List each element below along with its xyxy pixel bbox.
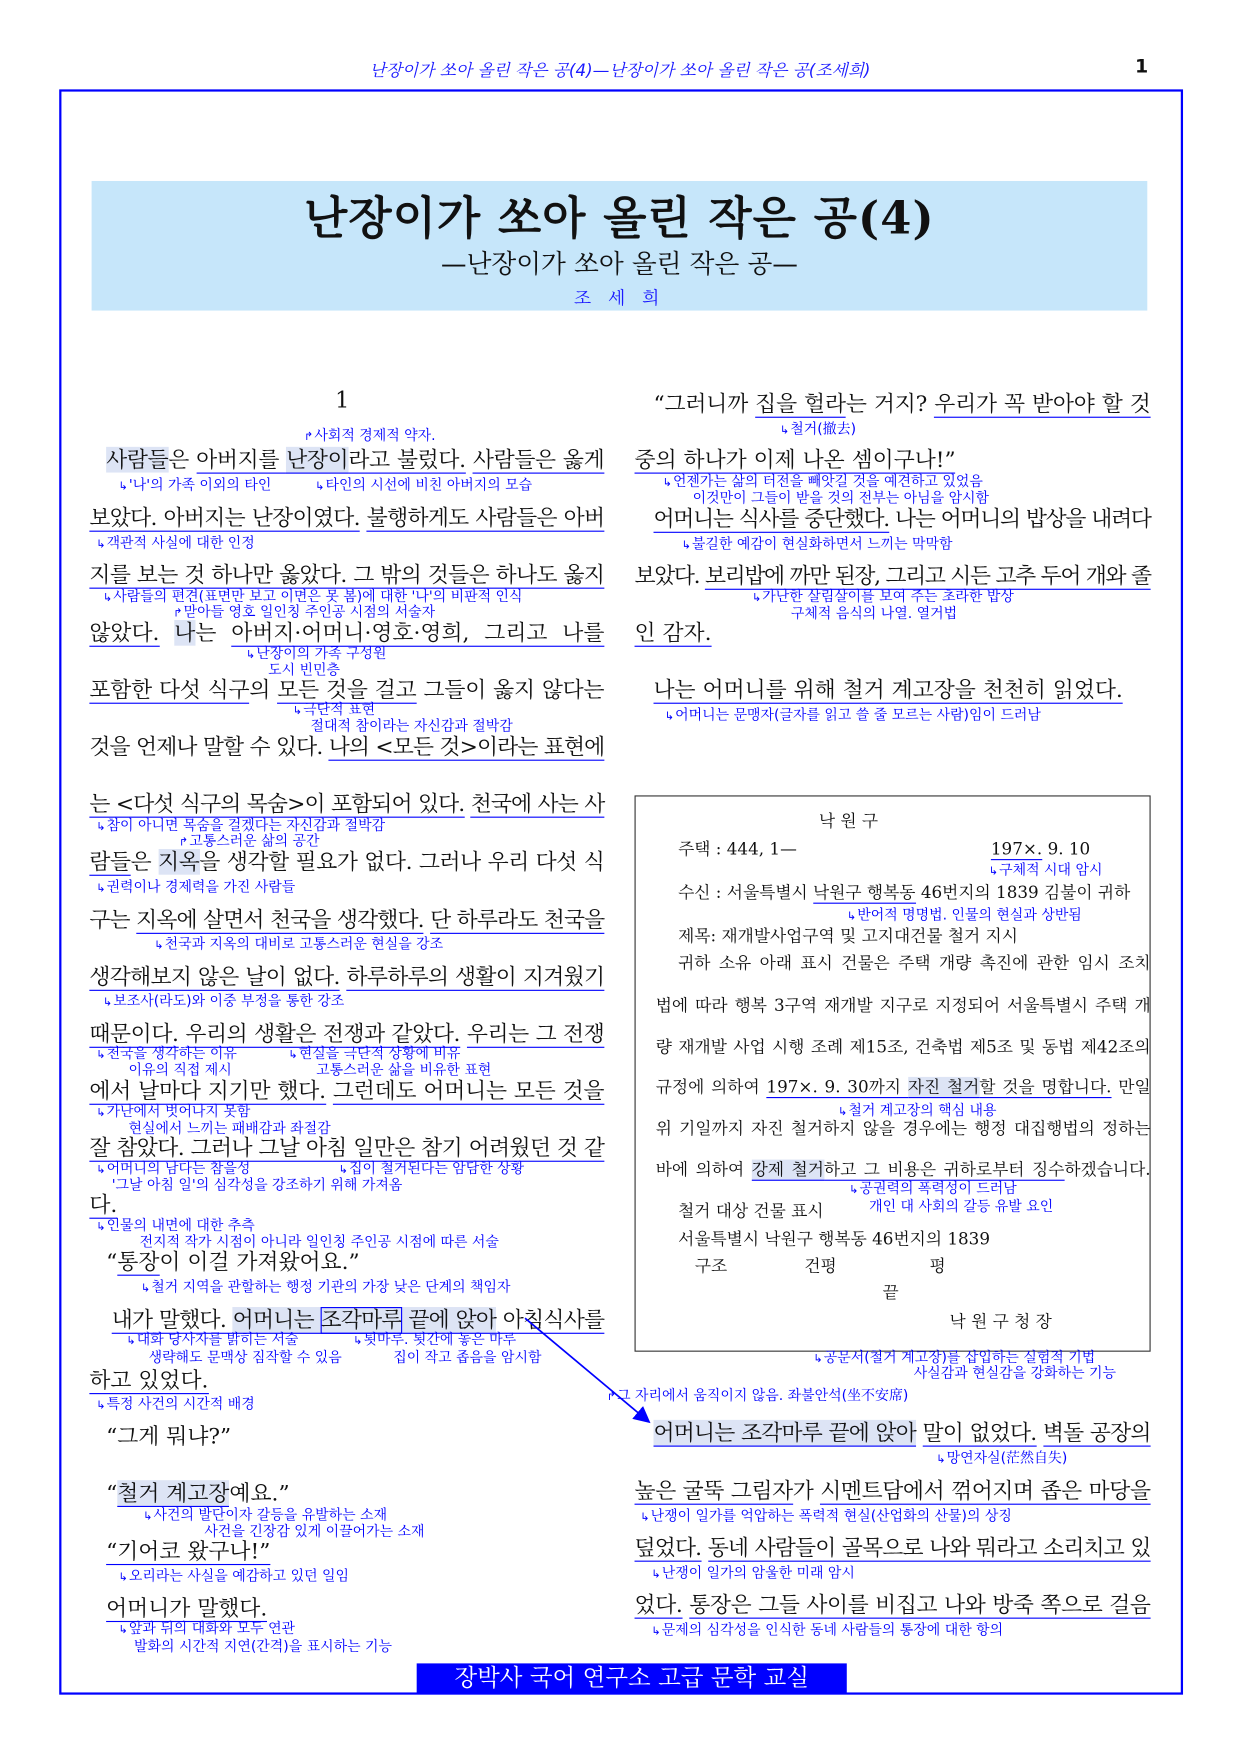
- marked-phrase: 보리밥에 까만 된장, 그리고 시든 고추 두어 개와 졸: [704, 563, 1151, 589]
- marked-phrase: 낙원구 행복동: [813, 882, 916, 903]
- hook-down-arrow-icon: ↳: [779, 424, 790, 437]
- annotation-text: 대화 당사자를 밝히는 서술: [136, 1330, 299, 1348]
- annotation-text: 객관적 사실에 대한 인정: [106, 533, 255, 551]
- hook-up-arrow-icon: ↱: [303, 431, 314, 444]
- hook-down-arrow-icon: ↳: [96, 882, 106, 895]
- annotation-text: 사건의 발단이자 갈등을 유발하는 소재: [153, 1505, 388, 1523]
- text-segment: 위 기일까지 자진 철거하지 않을 경우에는 행정 대집행법의 정하는: [655, 1118, 1151, 1139]
- hook-down-arrow-icon: ↳: [846, 910, 857, 923]
- annotation-text: 집이 철거된다는 암담한 상황: [348, 1159, 525, 1177]
- annotation-text: 공문서(철거 계고장)를 삽입하는 실험적 기법: [823, 1348, 1096, 1366]
- annotation-text: 어머니는 문맹자(글자를 읽고 쓸 줄 모르는 사람)임이 드러남: [675, 706, 1041, 723]
- annotation-text: 구체적 음식의 나열. 열거법: [790, 604, 958, 622]
- annotation-text: 철거 계고장의 핵심 내용: [848, 1101, 997, 1119]
- marked-phrase: 않았다.: [89, 620, 160, 646]
- annotation-text: 가난한 살림살이를 보여 주는 초라한 밥상: [762, 587, 1014, 605]
- annotation-text: 사회적 경제적 약자.: [314, 426, 436, 444]
- text-segment: 량 재개발 사업 시행 조례 제15조, 건축법 제5조 및 동법 제42조의: [655, 1036, 1151, 1057]
- marked-phrase: 불행하게도 사람들은 아버: [366, 504, 605, 531]
- marked-phrase: 197×. 9. 30까지: [766, 1076, 908, 1098]
- marked-phrase: 사람들은 옳게: [472, 446, 605, 473]
- page-number: 1: [1134, 55, 1149, 79]
- annotation-text: 발화의 시간적 지연(간격)을 표시하는 기능: [134, 1637, 393, 1655]
- annotation-text: '그날 아침 일'의 심각성을 강조하기 위해 가져옴: [111, 1176, 403, 1194]
- marked-phrase: 는 <다섯 식구의 목숨>이 포함되어 있다.: [89, 790, 465, 817]
- annotation-text: 문제의 심각성을 인식한 동네 사람들의 통장에 대한 항의: [661, 1620, 1004, 1638]
- text-segment: 는: [195, 620, 232, 646]
- annotation-text: 사람들의 편견(표면만 보고 이면은 못 봄)에 대한 '나'의 비판적 인식: [113, 587, 523, 605]
- annotation-text: 오리라는 사실을 예감하고 있던 일임: [128, 1567, 350, 1585]
- marked-phrase: 어머니는 조각마루 끝에 앉아: [653, 1419, 917, 1446]
- marked-phrase: 끝에 앉아: [401, 1307, 497, 1333]
- hook-down-arrow-icon: ↳: [96, 1399, 106, 1413]
- text-segment: 건평: [804, 1255, 837, 1276]
- marked-phrase: 강제 철거: [751, 1159, 824, 1180]
- annotation-text: 이것만이 그들이 받을 것의 전부는 아님을 암시함: [692, 489, 990, 507]
- hook-down-arrow-icon: ↳: [651, 1625, 661, 1638]
- text-segment: 서울특별시 낙원구 행복동 46번지의 1839: [678, 1228, 990, 1249]
- annotation-text: 보조사(라도)와 이중 부정을 통한 강조: [113, 992, 345, 1009]
- marked-phrase: 조각마루: [320, 1307, 402, 1333]
- annotation-text: 절대적 참이라는 자신감과 절박감: [310, 717, 513, 734]
- marked-phrase: 철거 계고장: [117, 1480, 230, 1506]
- hook-down-arrow-icon: ↳: [142, 1510, 153, 1523]
- hook-down-arrow-icon: ↳: [813, 1352, 823, 1366]
- hook-down-arrow-icon: ↳: [849, 1184, 859, 1197]
- marked-phrase: 때문이다.: [89, 1021, 179, 1047]
- marked-phrase: 나: [174, 620, 196, 646]
- hook-down-arrow-icon: ↳: [245, 649, 256, 662]
- annotation-text: 이유의 직접 제시: [128, 1061, 232, 1079]
- marked-phrase: 내가 말했다.: [111, 1307, 233, 1333]
- text-segment: “: [106, 1248, 118, 1275]
- annotation-text: 앞과 뒤의 대화와 모두 연관: [128, 1619, 296, 1637]
- annotation-text: 타인의 시선에 비친 아버지의 모습: [325, 475, 533, 493]
- annotation-text: 참이 아니면 목숨을 걸겠다는 자신감과 절박감: [106, 816, 386, 834]
- footer-banner: 장박사 국어 연구소 고급 문학 교실: [417, 1663, 847, 1693]
- text-segment: 예요.”: [229, 1480, 290, 1506]
- text-segment: 하겠습니다.: [1064, 1159, 1151, 1180]
- hook-down-arrow-icon: ↳: [662, 477, 672, 490]
- annotation-text: 생략해도 문맥상 짐작할 수 있음: [148, 1348, 342, 1366]
- annotation-text: 전지적 작가 시점이 아니라 일인칭 주인공 시점에 따른 서술: [139, 1233, 499, 1251]
- hook-down-arrow-icon: ↳: [837, 1105, 848, 1119]
- annotation-text: 철거(撤去): [790, 420, 857, 437]
- marked-phrase: 통장은 그들 사이를 비집고 나와 방죽 쪽으로 걸음: [689, 1591, 1151, 1618]
- text-segment: 끝: [882, 1282, 899, 1303]
- text-segment: 철거 대상 건물 표시: [678, 1200, 824, 1222]
- annotation-text: 천국과 지옥의 대비로 고통스러운 현실을 강조: [164, 935, 444, 952]
- annotation-text: 극단적 표현: [303, 700, 376, 718]
- hook-down-arrow-icon: ↳: [126, 1334, 136, 1348]
- marked-phrase: 다.: [89, 1191, 118, 1218]
- hook-down-arrow-icon: ↳: [140, 1282, 151, 1295]
- annotation-text: 현실에서 느끼는 패배감과 좌절감: [128, 1119, 331, 1137]
- text-segment: 46번지의 1839 김불이 귀하: [915, 882, 1131, 903]
- marked-phrase: 아버지·어머니·영호·영희, 그리고 나를: [231, 620, 605, 646]
- annotation-text: 천국을 생각하는 이유: [106, 1044, 237, 1062]
- marked-phrase: 197×.: [990, 838, 1043, 860]
- hook-down-arrow-icon: ↳: [118, 480, 128, 493]
- text-segment: 구조: [694, 1255, 728, 1276]
- annotation-text: 툇마루. 툇간에 놓은 마루: [363, 1330, 517, 1348]
- text-segment: 것을 언제나 말할 수 있다.: [89, 733, 329, 760]
- annotation-text: 고통스러운 삶의 공간: [189, 832, 320, 850]
- hook-down-arrow-icon: ↳: [102, 592, 113, 605]
- hook-down-arrow-icon: ↳: [292, 704, 303, 718]
- hook-down-arrow-icon: ↳: [96, 1164, 106, 1177]
- annotation-text: 구체적 시대 암시: [999, 861, 1103, 879]
- marked-phrase: 모든 것을 걸고: [277, 676, 417, 703]
- hook-down-arrow-icon: ↳: [988, 865, 999, 879]
- marked-phrase: 중의 하나가 이제 나온 셈이구나!”: [634, 446, 956, 473]
- annotation-text: 인물의 내면에 대한 추측: [106, 1216, 255, 1234]
- text-segment: 9. 10: [1042, 838, 1091, 860]
- marked-phrase: 자진 철거: [907, 1076, 980, 1098]
- hook-down-arrow-icon: ↳: [102, 996, 113, 1009]
- annotation-text: 사실감과 현실감을 강화하는 기능: [913, 1364, 1116, 1381]
- text-segment: 나는 어머니의 밥상을 내려다: [888, 506, 1151, 532]
- text-segment: 평: [929, 1255, 946, 1276]
- text-segment: 보았다.: [634, 563, 705, 589]
- marked-phrase: 지옥: [158, 849, 200, 875]
- hook-down-arrow-icon: ↳: [353, 1334, 363, 1348]
- marked-phrase: 집을 헐라: [755, 390, 846, 417]
- hook-down-arrow-icon: ↳: [96, 1221, 106, 1234]
- annotation-text: 개인 대 사회의 갈등 유발 요인: [869, 1197, 1054, 1215]
- hook-down-arrow-icon: ↳: [118, 1571, 128, 1585]
- marked-phrase: 었다.: [634, 1591, 683, 1618]
- marked-phrase: 나의 <모든 것>이라는 표현에: [328, 733, 605, 760]
- annotation-text: 철거 지역을 관할하는 행정 기관의 가장 낮은 단계의 책임자: [151, 1277, 511, 1295]
- marked-phrase: 지를 보는 것 하나만 옳았다. 그 밖의 것들은 하나도 옳지: [89, 561, 605, 588]
- annotation-text: 반어적 명명법. 인물의 현실과 상반됨: [857, 905, 1082, 923]
- annotation-text: 난쟁이 일가를 억압하는 폭력적 현실(산업화의 산물)의 상징: [650, 1506, 1012, 1524]
- hook-down-arrow-icon: ↳: [640, 1511, 650, 1524]
- hook-down-arrow-icon: ↳: [936, 1453, 946, 1466]
- marked-phrase: 시멘트담에서 꺾어지며 좁은 마당을: [820, 1477, 1151, 1504]
- page-subtitle: —난장이가 쏘아 올린 작은 공—: [440, 250, 798, 280]
- hook-down-arrow-icon: ↳: [96, 1048, 106, 1062]
- hook-down-arrow-icon: ↳: [651, 1568, 661, 1581]
- marked-phrase: 단 하루라도 천국을: [430, 907, 605, 933]
- marked-phrase: 우리의 생활은 전쟁과 같았다.: [185, 1021, 461, 1047]
- annotation-text: 언젠가는 삶의 터전을 빼앗길 것을 예견하고 있었음: [672, 472, 983, 490]
- annotation-text: 어머니의 남다는 참을성: [106, 1159, 251, 1177]
- marked-phrase: “기어코 왔구나!”: [106, 1538, 271, 1564]
- marked-phrase: 우리가 꼭 받아야 할 것: [934, 390, 1151, 417]
- marked-phrase: 동네 사람들이 골목으로 나와 뭐라고 소리치고 있: [707, 1534, 1151, 1561]
- annotation-text: 난장이의 가족 구성원: [256, 644, 387, 662]
- marked-phrase: 라고 불렀다.: [348, 446, 466, 473]
- marked-phrase: 할 것을 명합니다.: [979, 1076, 1112, 1098]
- marked-phrase: 말이 없었다.: [922, 1419, 1037, 1446]
- text-segment: “그게 뭐냐?”: [106, 1423, 232, 1449]
- hook-down-arrow-icon: ↳: [681, 539, 691, 552]
- marked-phrase: 높은 굴뚝 그림자: [634, 1477, 793, 1504]
- hook-down-arrow-icon: ↳: [288, 1048, 298, 1062]
- marked-phrase: 사람들: [106, 446, 169, 473]
- annotation-text: 현실을 극단적 상황에 비유: [298, 1044, 461, 1062]
- marked-phrase: 통장: [117, 1248, 160, 1275]
- text-segment: 낙 원 구: [818, 811, 879, 832]
- marked-phrase: 생각해보지 않은 날이 없다.: [89, 964, 340, 990]
- text-segment: “그러니까: [653, 390, 756, 417]
- text-segment: 주택 : 444, 1—: [678, 838, 797, 860]
- marked-phrase: 람들: [89, 849, 131, 875]
- annotation-text: 망연자실(茫然自失): [946, 1448, 1068, 1466]
- text-segment: “: [106, 1480, 118, 1506]
- text-segment: 바에 의하여: [655, 1159, 752, 1180]
- text-segment: 규정에 의하여: [655, 1076, 767, 1098]
- text-segment: 구는: [89, 907, 137, 933]
- annotation-text: 공권력의 폭력성이 드러남: [859, 1179, 1017, 1197]
- hook-down-arrow-icon: ↳: [751, 592, 762, 605]
- annotation-text: 특정 사건의 시간적 배경: [106, 1395, 255, 1413]
- hook-down-arrow-icon: ↳: [154, 939, 164, 952]
- hook-up-arrow-icon: ↱: [178, 836, 189, 850]
- marked-phrase: 하고 그 비용은 귀하로부터 징수: [823, 1159, 1065, 1180]
- hook-down-arrow-icon: ↳: [96, 1107, 106, 1120]
- marked-phrase: 우리는 그 전쟁: [466, 1021, 605, 1047]
- annotation-text: 권력이나 경제력을 가진 사람들: [106, 878, 296, 895]
- marked-phrase: 아침식사를: [496, 1307, 605, 1333]
- text-segment: 제목: 재개발사업구역 및 고지대건물 철거 지시: [678, 926, 1018, 947]
- marked-phrase: 덮었다.: [634, 1534, 702, 1561]
- running-header: 난장이가 쏘아 올린 작은 공(4)—난장이가 쏘아 올린 작은 공(조세희): [369, 60, 871, 81]
- marked-phrase: 에서 날마다 지기만 했다.: [89, 1078, 326, 1104]
- section-number: 1: [335, 386, 350, 414]
- annotation-text: 도시 빈민층: [268, 661, 341, 679]
- text-segment: 은: [130, 849, 159, 875]
- author: 조 세 희: [573, 287, 665, 309]
- hook-up-arrow-icon: ↱: [173, 607, 183, 621]
- text-segment: 법에 따라 행복 3구역 재개발 지구로 지정되어 서울특별시 주택 개: [655, 995, 1151, 1016]
- marked-phrase: 하루하루의 생활이 지겨웠기: [346, 964, 605, 990]
- annotation-text: 그 자리에서 움직이지 않음. 좌불안석(坐不安席): [617, 1386, 909, 1404]
- hook-down-arrow-icon: ↳: [315, 480, 325, 493]
- text-segment: 수신 : 서울특별시: [678, 882, 814, 903]
- marked-phrase: 난장이: [286, 446, 349, 473]
- text-segment: 의: [249, 676, 278, 703]
- marked-phrase: 벽돌 공장의: [1042, 1419, 1151, 1446]
- hook-up-arrow-icon: ↱: [606, 1390, 616, 1404]
- text-segment: 은: [168, 446, 197, 473]
- text-segment: 만일: [1111, 1076, 1151, 1098]
- marked-phrase: 포함한 다섯 식구: [89, 676, 250, 703]
- text-segment: 는 거지?: [845, 390, 935, 417]
- page-title: 난장이가 쏘아 올린 작은 공(4): [304, 192, 935, 245]
- text-segment: 가: [792, 1477, 821, 1504]
- marked-phrase: 천국에 사는 사: [470, 790, 605, 817]
- annotation-text: 난쟁이 일가의 암울한 미래 암시: [661, 1563, 855, 1581]
- annotation-text: '나'의 가족 이외의 타인: [128, 475, 272, 493]
- marked-phrase: 보았다. 아버지는 난장이였다.: [89, 504, 360, 531]
- marked-phrase: 어머니는 식사를 중단했다.: [653, 506, 889, 532]
- text-segment: 을 생각할 필요가 없다. 그러나 우리 다섯 식: [199, 849, 605, 875]
- marked-phrase: 아버지를: [196, 446, 287, 473]
- marked-phrase: 하고 있었다.: [89, 1367, 209, 1394]
- marked-phrase: 어머니는: [232, 1307, 321, 1333]
- hook-down-arrow-icon: ↳: [664, 710, 675, 723]
- annotation-text: 가난에서 벗어나지 못함: [106, 1102, 251, 1120]
- text-segment: 귀하 소유 아래 표시 건물은 주택 개량 촉진에 관한 임시 조치: [678, 952, 1151, 974]
- hook-down-arrow-icon: ↳: [118, 1624, 128, 1637]
- text-segment: 낙 원 구 청 장: [949, 1311, 1052, 1332]
- text-segment: 이 이걸 가져왔어요.”: [159, 1248, 360, 1275]
- annotation-text: 불길한 예감이 현실화하면서 느끼는 막막함: [691, 535, 953, 552]
- annotation-text: 사건을 긴장감 있게 이끌어가는 소재: [204, 1522, 425, 1540]
- hook-down-arrow-icon: ↳: [96, 538, 106, 551]
- annotation-text: 맏아들 영호 일인칭 주인공 시점의 서술자: [183, 603, 436, 621]
- hook-down-arrow-icon: ↳: [338, 1164, 348, 1177]
- marked-phrase: 잘 참았다. 그러나 그날 아침 일만은 참기 어려웠던 것 같: [89, 1134, 605, 1161]
- marked-phrase: 지옥에 살면서 천국을 생각했다.: [136, 907, 424, 933]
- marked-phrase: 그런데도 어머니는 모든 것을: [332, 1078, 605, 1104]
- marked-phrase: 나는 어머니를 위해 철거 계고장을 천천히 읽었다.: [653, 676, 1123, 703]
- marked-phrase: 인 감자.: [634, 620, 712, 646]
- annotation-text: 집이 작고 좁음을 암시함: [393, 1348, 542, 1366]
- hook-down-arrow-icon: ↳: [96, 821, 106, 834]
- marked-phrase: 어머니가 말했다.: [106, 1595, 268, 1621]
- annotation-text: 고통스러운 삶을 비유한 표현: [316, 1061, 492, 1079]
- text-segment: 그들이 옳지 않다는: [416, 676, 605, 703]
